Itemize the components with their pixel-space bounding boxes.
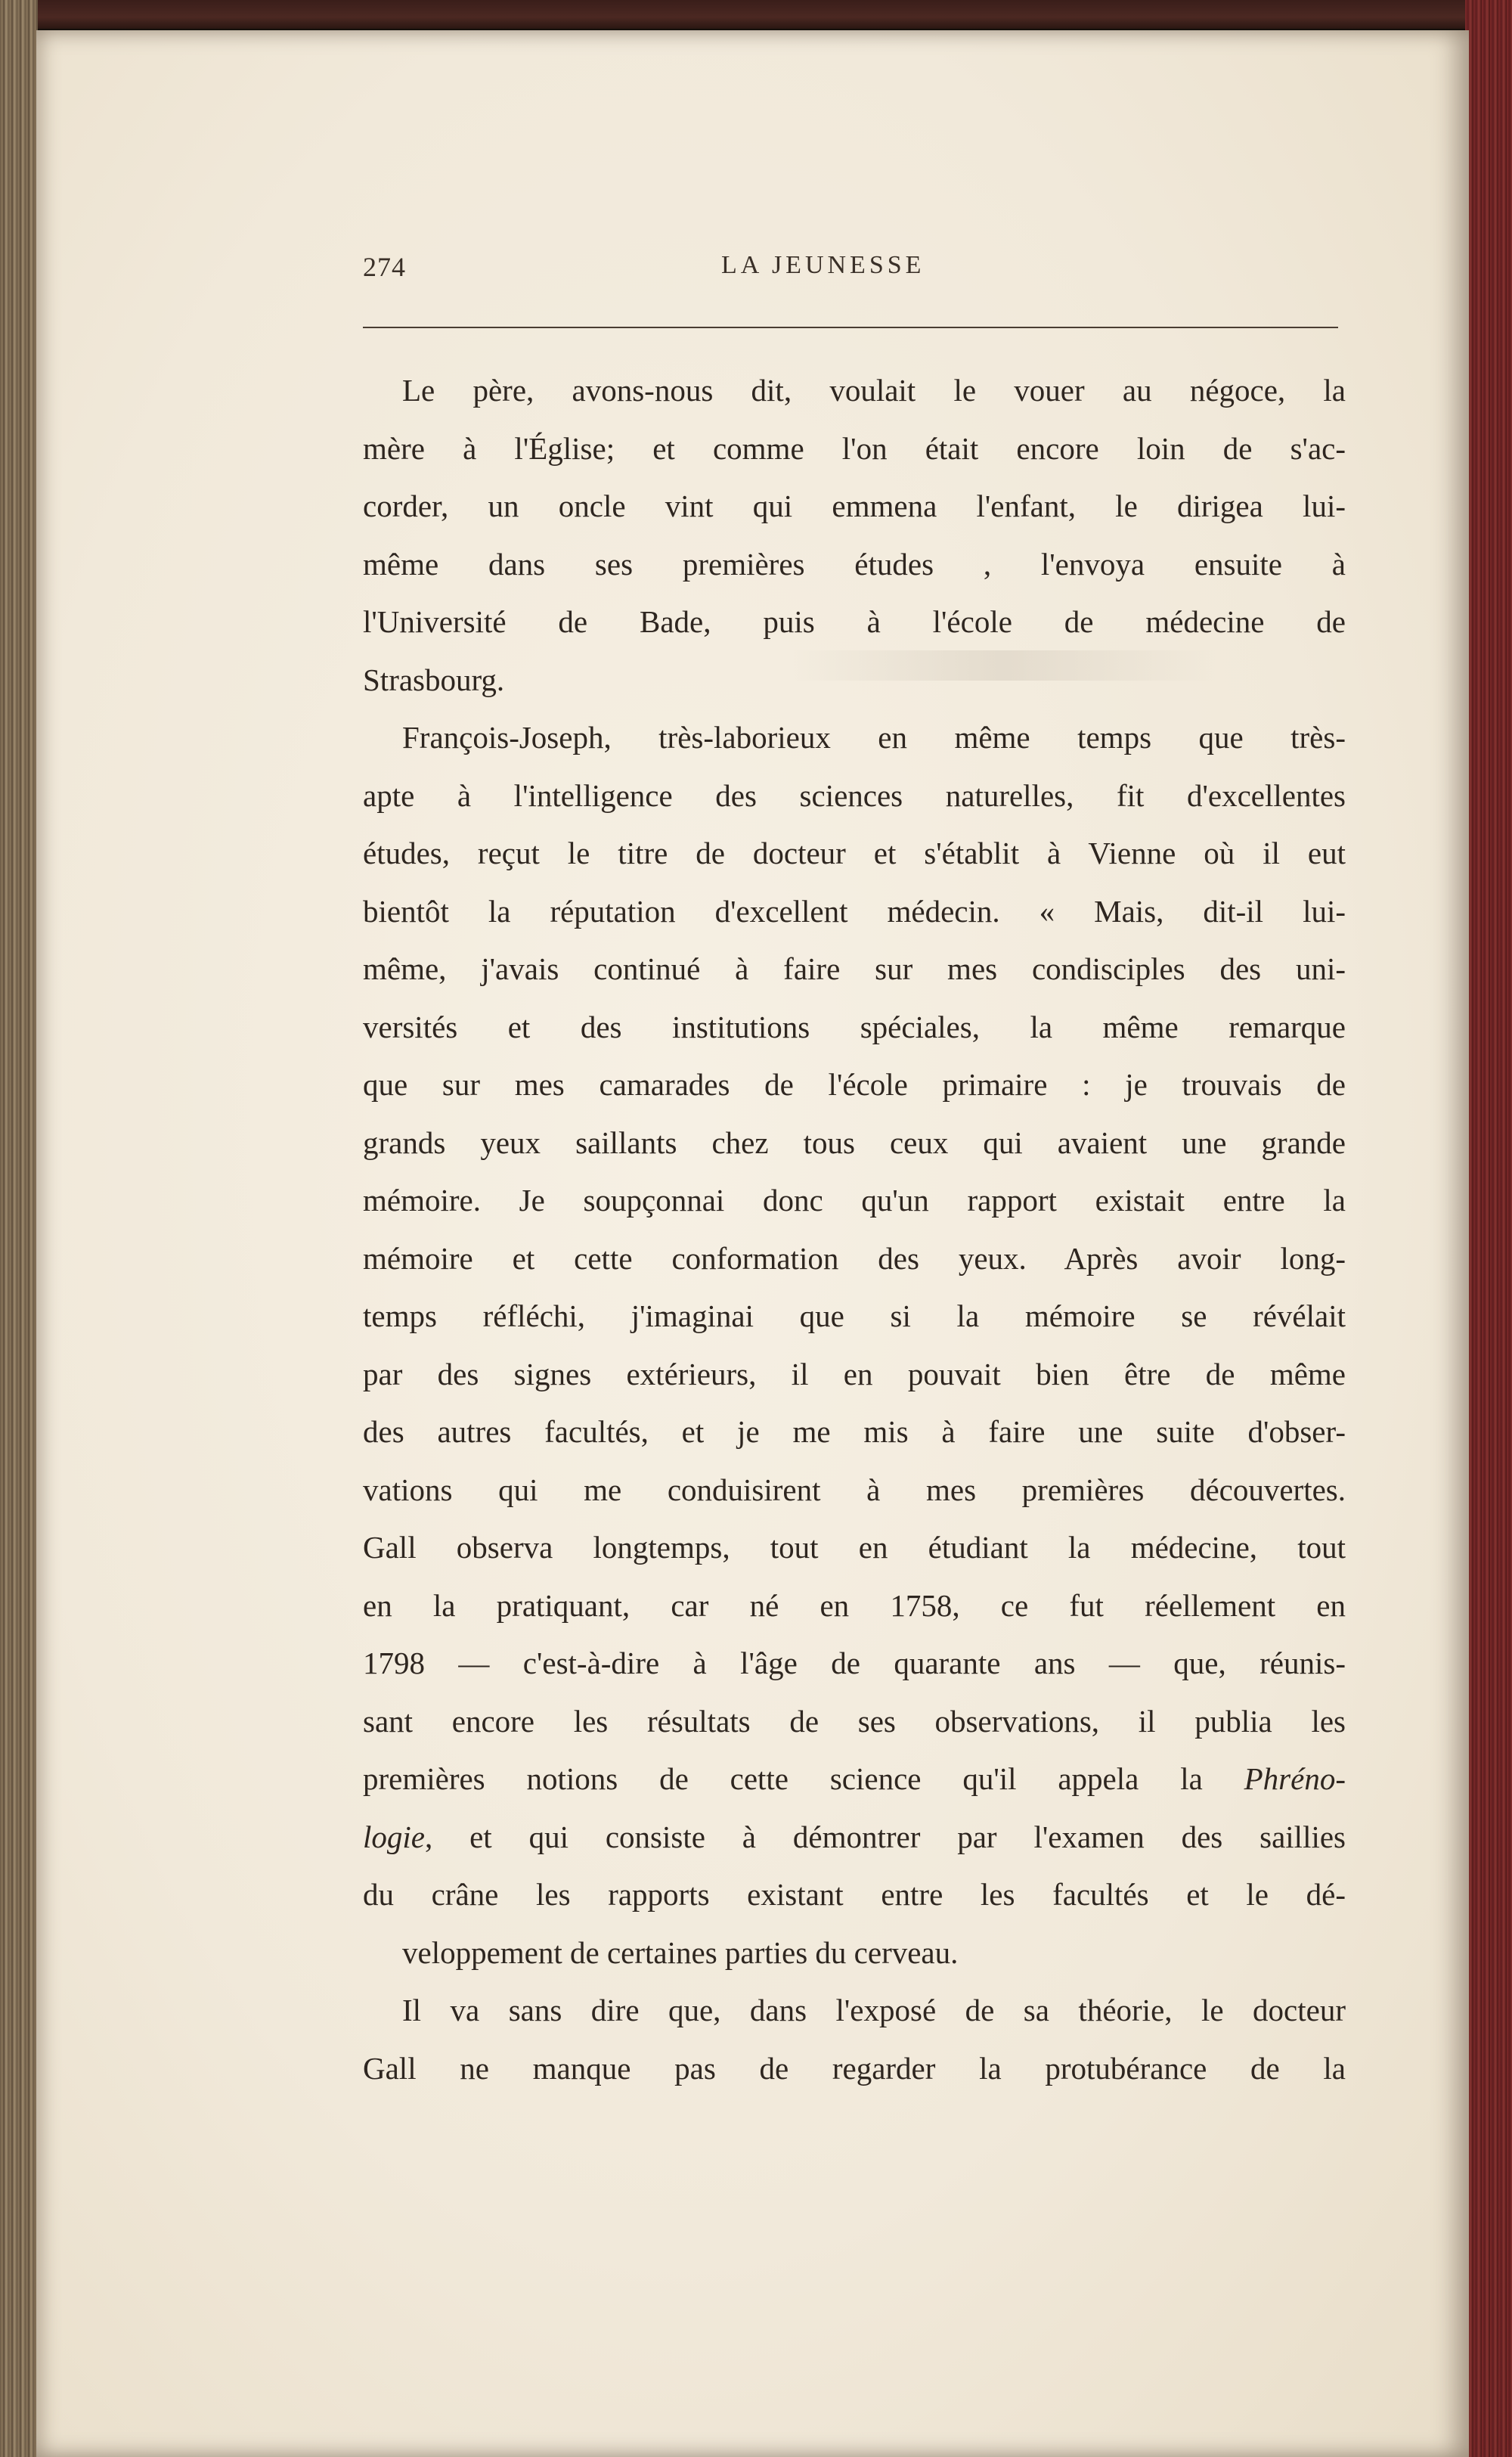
book-spine-edge (0, 0, 38, 2457)
book-cover-edge (1465, 0, 1512, 2457)
page-number: 274 (363, 252, 406, 282)
text-line: vations qui me conduisirent à mes premières découvertes. (363, 1472, 1346, 1507)
text-line: François-Joseph, très-laborieux en même temps que très- (402, 720, 1346, 755)
text-line-with-italic (363, 1750, 1346, 1808)
text-line: même, j'avais continué à faire sur mes condisciples des uni- (363, 951, 1346, 986)
text-line: en la pratiquant, car né en 1758, ce fut réellement en (363, 1587, 1346, 1623)
book-page (36, 30, 1469, 2457)
text-line: que sur mes camarades de l'école primaire : je trouvais de (363, 1067, 1346, 1102)
text-line: Gall ne manque pas de regarder la protubérance de la (363, 2050, 1346, 2086)
text-line: apte à l'intelligence des sciences naturelles, fit d'excellentes (363, 777, 1346, 813)
text-line: mère à l'Église; et comme l'on était encore loin de s'ac- (363, 430, 1346, 466)
text-line: Gall observa longtemps, tout en étudiant la médecine, tout (363, 1530, 1346, 1565)
text-line: veloppement de certaines parties du cerveau. (402, 1934, 959, 1970)
text-line: par des signes extérieurs, il en pouvait bien être de même (363, 1356, 1346, 1391)
text-line: Le père, avons-nous dit, voulait le vouer au négoce, la (402, 373, 1346, 408)
text-line: l'Université de Bade, puis à l'école de médecine de (363, 604, 1346, 639)
text-line-part: premières notions de cette science qu'il appela la (363, 1761, 1203, 1796)
italic-term-continued: logie (363, 1819, 425, 1854)
text-line: bientôt la réputation d'excellent médecin. « Mais, dit-il lui- (363, 893, 1346, 929)
body-text (363, 361, 1346, 2097)
book-top-edge (0, 0, 1482, 29)
text-line: études, reçut le titre de docteur et s'établit à Vienne où il eut (363, 836, 1346, 870)
text-line: corder, un oncle vint qui emmena l'enfant, le dirigea lui- (363, 489, 1346, 523)
text-line: temps réfléchi, j'imaginai que si la mémoire se révélait (363, 1298, 1346, 1333)
header-rule (363, 327, 1338, 328)
text-line: Il va sans dire que, dans l'exposé de sa théorie, le docteur (402, 1993, 1346, 2027)
text-line: mémoire et cette conformation des yeux. Après avoir long- (363, 1240, 1346, 1276)
text-line-part: , et qui consiste à démontrer par l'examen des saillies (424, 1819, 1346, 1854)
italic-term: Phréno- (1244, 1761, 1346, 1796)
text-line: Strasbourg. (363, 662, 505, 697)
text-line: sant encore les résultats de ses observations, il publia les (363, 1703, 1346, 1739)
text-line: 1798 — c'est-à-dire à l'âge de quarante ans — que, réunis- (363, 1646, 1346, 1680)
text-line (363, 1808, 1346, 1866)
text-line: même dans ses premières études , l'envoya ensuite à (363, 546, 1346, 582)
running-title: LA JEUNESSE (721, 251, 925, 279)
text-line: du crâne les rapports existant entre les facultés et le dé- (363, 1877, 1346, 1912)
text-line: grands yeux saillants chez tous ceux qui avaient une grande (363, 1125, 1346, 1160)
text-line: mémoire. Je soupçonnai donc qu'un rapport existait entre la (363, 1183, 1346, 1218)
text-line: des autres facultés, et je me mis à faire une suite d'obser- (363, 1414, 1346, 1449)
text-line: versités et des institutions spéciales, la même remarque (363, 1009, 1346, 1044)
